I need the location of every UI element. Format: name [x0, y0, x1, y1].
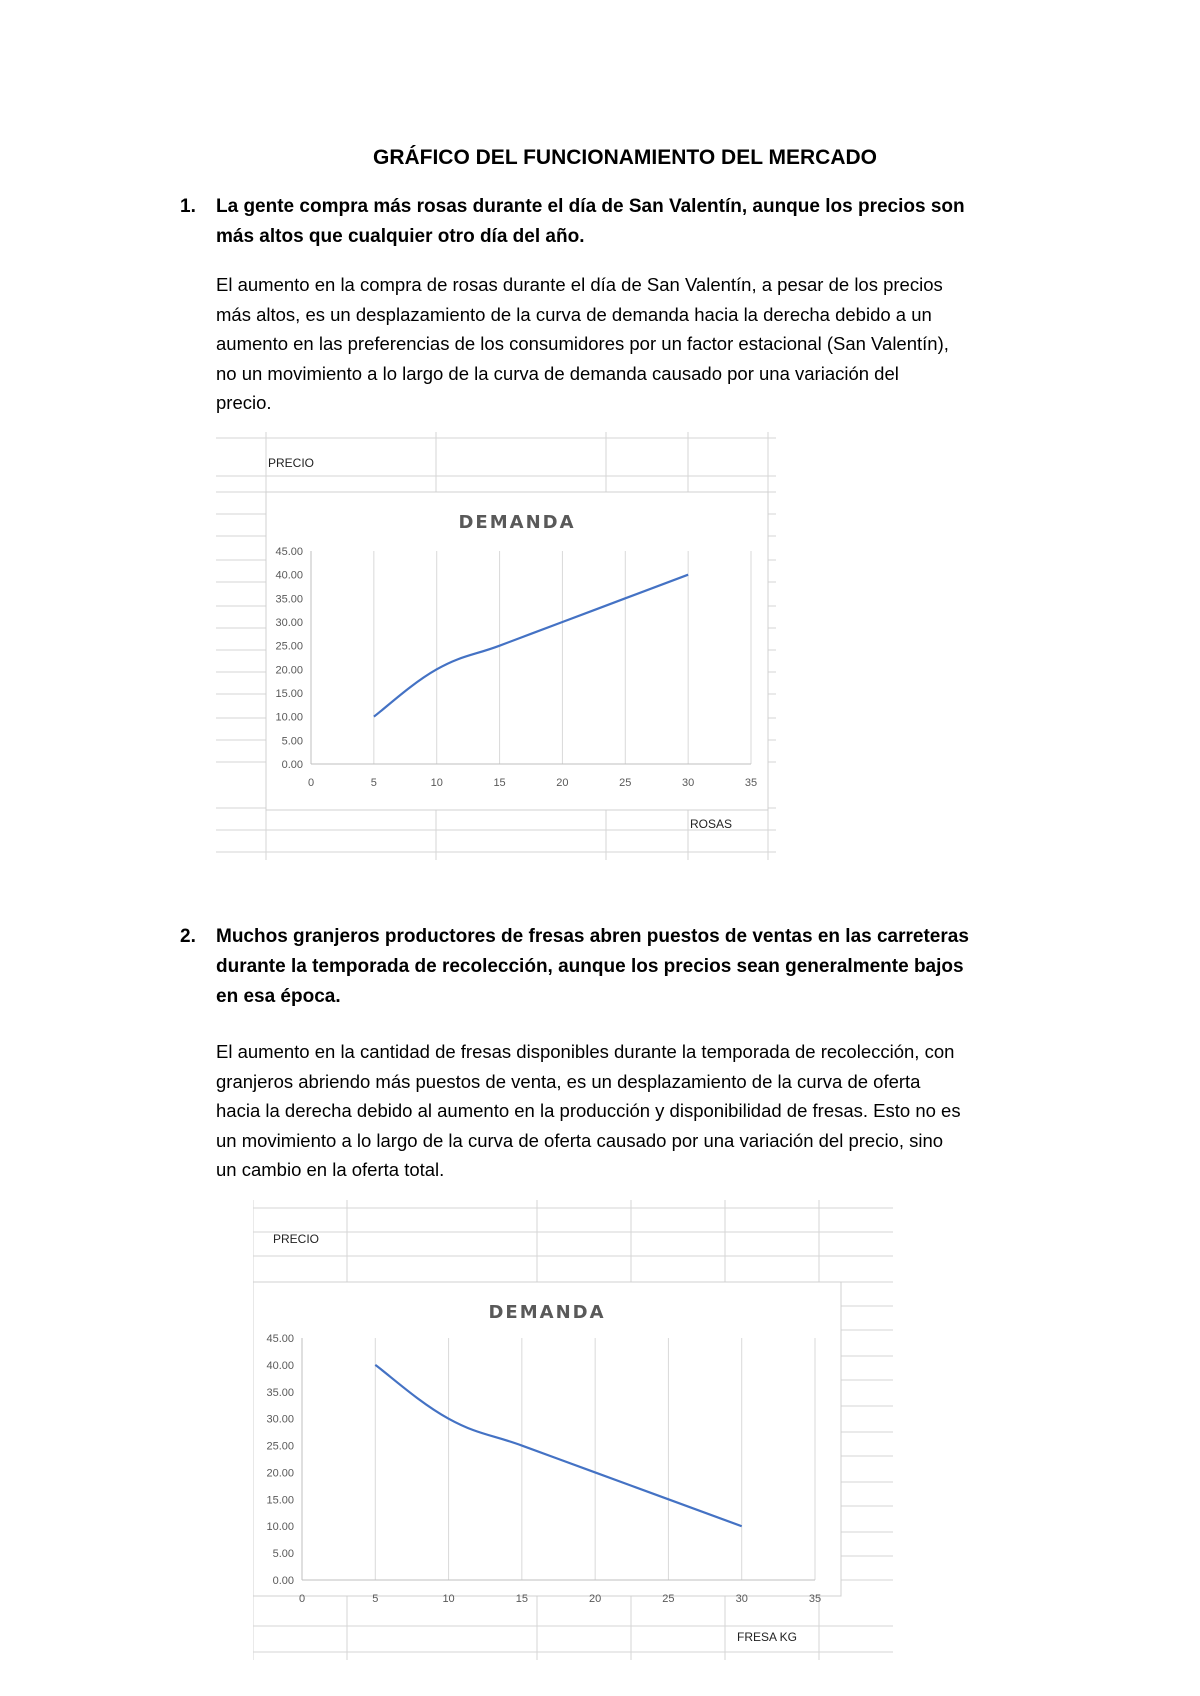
- chart-title: DEMANDA: [488, 1302, 606, 1323]
- question-line: Muchos granjeros productores de fresas abren puestos de ventas en las carreteras: [216, 926, 969, 947]
- y-tick-label: 10.00: [266, 1521, 294, 1534]
- answer-line: más altos, es un desplazamiento de la curva de demanda hacia la derecha debido a un: [216, 303, 932, 325]
- answer-line: aumento en las preferencias de los consumidores por un factor estacional (San Valentín),: [216, 333, 949, 355]
- x-tick-label: 35: [808, 1593, 822, 1605]
- y-tick-label: 10.00: [275, 711, 303, 724]
- x-tick-label: 35: [744, 777, 758, 789]
- answer-line: un movimiento a lo largo de la curva de oferta causado por una variación del precio, sino: [216, 1129, 944, 1151]
- y-tick-label: 45.00: [275, 546, 303, 558]
- question-number: 2.: [180, 926, 196, 947]
- question-number: 1.: [180, 196, 196, 217]
- y-tick-label: 40.00: [275, 569, 303, 582]
- spreadsheet-chart-2: [253, 1200, 893, 1660]
- x-tick-label: 30: [735, 1593, 748, 1605]
- y-tick-label: 30.00: [275, 617, 303, 629]
- x-tick-label: 15: [515, 1593, 528, 1605]
- x-tick-label: 10: [430, 777, 443, 789]
- cell-x-label: FRESA KG: [737, 1630, 798, 1644]
- y-tick-label: 35.00: [275, 593, 303, 606]
- chart-1-svg: [216, 432, 776, 860]
- chart-area: [266, 492, 768, 810]
- chart-title: DEMANDA: [458, 512, 576, 533]
- x-tick-label: 20: [556, 777, 569, 789]
- y-tick-label: 40.00: [266, 1359, 294, 1372]
- y-tick-label: 0.00: [272, 1575, 294, 1587]
- question-line: en esa época.: [216, 986, 341, 1007]
- y-tick-label: 20.00: [266, 1467, 294, 1480]
- question-2: [180, 922, 1036, 1012]
- question-line: La gente compra más rosas durante el día de San Valentín, aunque los precios son: [216, 196, 965, 217]
- cell-x-label: ROSAS: [690, 817, 733, 831]
- chart-area: [253, 1282, 841, 1596]
- x-tick-label: 25: [662, 1593, 675, 1605]
- cell-y-label: PRECIO: [268, 456, 315, 470]
- answer-line: precio.: [216, 392, 272, 414]
- y-tick-label: 5.00: [272, 1548, 294, 1561]
- question-line: durante la temporada de recolección, aunque los precios sean generalmente bajos: [216, 956, 964, 977]
- question-1: [180, 192, 1036, 252]
- x-tick-label: 25: [619, 777, 632, 789]
- answer-line: hacia la derecha debido al aumento en la producción y disponibilidad de fresas. Esto no es: [216, 1100, 961, 1122]
- y-tick-label: 15.00: [275, 688, 303, 700]
- answer-line: El aumento en la compra de rosas durante el día de San Valentín, a pesar de los precios: [216, 274, 943, 295]
- y-tick-label: 35.00: [266, 1386, 294, 1399]
- y-tick-label: 5.00: [281, 735, 303, 748]
- answer-line: El aumento en la cantidad de fresas disponibles durante la temporada de recolección, con: [216, 1041, 955, 1062]
- chart-2-svg: [253, 1200, 893, 1660]
- x-tick-label: 0: [298, 1593, 306, 1605]
- answer-1: [216, 270, 1046, 418]
- answer-line: no un movimiento a lo largo de la curva de demanda causado por una variación del: [216, 362, 899, 384]
- x-tick-label: 0: [307, 777, 315, 789]
- x-tick-label: 20: [589, 1593, 602, 1605]
- x-tick-label: 5: [370, 777, 377, 789]
- x-tick-label: 30: [682, 777, 695, 789]
- document-title: GRÁFICO DEL FUNCIONAMIENTO DEL MERCADO: [372, 146, 877, 169]
- x-tick-label: 15: [493, 777, 506, 789]
- y-tick-label: 45.00: [266, 1333, 294, 1345]
- question-line: más altos que cualquier otro día del año.: [216, 226, 585, 247]
- x-tick-label: 10: [442, 1593, 455, 1605]
- answer-2: [216, 1037, 1046, 1185]
- y-tick-label: 25.00: [266, 1440, 294, 1453]
- y-tick-label: 25.00: [275, 640, 303, 653]
- x-tick-label: 5: [372, 1593, 379, 1605]
- cell-y-label: PRECIO: [273, 1232, 320, 1246]
- y-tick-label: 15.00: [266, 1494, 294, 1507]
- y-tick-label: 20.00: [275, 664, 303, 677]
- y-tick-label: 0.00: [281, 759, 303, 771]
- answer-line: granjeros abriendo más puestos de venta, es un desplazamiento de la curva de oferta: [216, 1070, 921, 1092]
- spreadsheet-chart-1: [216, 432, 776, 860]
- answer-line: un cambio en la oferta total.: [216, 1159, 445, 1181]
- y-tick-label: 30.00: [266, 1413, 294, 1426]
